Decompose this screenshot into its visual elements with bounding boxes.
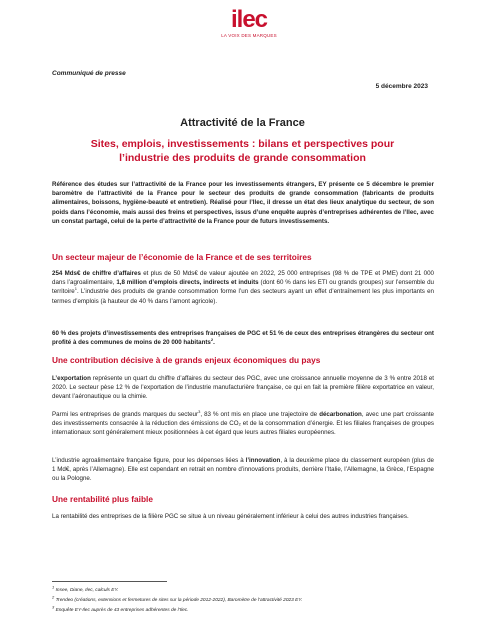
footnote-ref-1: 1 — [74, 286, 77, 292]
s2-p2-b: , 83 % ont mis en place une trajectoire de — [200, 411, 320, 418]
s1-p1-b: (dont 60 % dans les ETI ou grands groupes) sur l’ensemble du territoire — [52, 279, 434, 296]
footnote-separator — [52, 581, 167, 582]
s1-p2: 60 % des projets d’investissements des entreprises françaises de PGC et 51 % de ceux des entreprises étrangères du secteur ont profité à des communes de moins de 20 000 habitants — [52, 330, 434, 347]
footnote-3 — [52, 604, 189, 614]
s2-p1: représente un quart du chiffre d’affaires du secteur des PGC, avec une croissance annuelle moyenne de 3 % entre 2018 et 2020. Le secteur pèse 12 % de l’exportation de l’industrie manufacturière française, ce qui en fait la première filière exportatrice en valeur, devant l’aéronautique ou la chimie. — [52, 375, 434, 401]
s2-p2-c: , avec une part croissante des investissements consacrée à la réduction des émissions de CO₂ et de la consommation d’énergie. Et les filiales françaises de groupes internationaux sont généralement mieux positionnées à cet égard que leurs autres filiales européennes. — [52, 411, 434, 437]
footnote-ref-2: 2 — [210, 337, 214, 343]
footnote-2 — [52, 594, 303, 604]
section-3-paragraph-1: La rentabilité des entreprises de la filière PGC se situe à un niveau généralement inférieur à celui des autres industries françaises. — [52, 513, 409, 520]
section-1-paragraph-1 — [52, 269, 434, 306]
s1-p1-bold2: 1,8 million d’emplois directs, indirects et induits — [116, 279, 259, 287]
s1-p1-a: et plus de 50 Mds€ de valeur ajoutée en 2022, 25 000 entreprises (98 % de TPE et PME) dont 21 000 dans l’agroalimentaire, — [52, 270, 434, 287]
footnote-2-text: Trendeo (créations, extensions et fermetures de sites sur la période 2012-2022), Baromètre de l’attractivité 2023 EY. — [54, 598, 303, 603]
section-2-paragraph-1 — [52, 374, 434, 402]
ilec-logo — [219, 8, 279, 38]
document-kind: Communiqué de presse — [52, 70, 126, 77]
s2-p1-bold: L’exportation — [52, 375, 91, 382]
footnote-1 — [52, 584, 119, 594]
s2-p3-a: L’industrie agroalimentaire française figure, pour les dépenses liées à — [52, 457, 246, 464]
section-1-heading: Un secteur majeur de l’économie de la France et de ses territoires — [52, 252, 312, 262]
s2-p2-bold: décarbonation — [319, 411, 362, 418]
section-2-paragraph-3 — [52, 456, 434, 484]
footnote-3-num: 3 — [52, 604, 55, 610]
footnote-1-text: Insee, Diane, Ilec, calculs EY. — [54, 588, 119, 593]
s2-p3-bold: l’innovation — [245, 457, 281, 464]
s1-p2-end: . — [213, 339, 215, 347]
page-title: Attractivité de la France — [180, 117, 305, 129]
footnote-2-num: 2 — [52, 594, 55, 600]
logo-wordmark: ilec — [230, 6, 268, 33]
page-subtitle: Sites, emplois, investissements : bilans et perspectives pour l’industrie des produits de grande consommation — [90, 138, 395, 164]
section-1-paragraph-2 — [52, 329, 434, 347]
s1-p1-bold: 254 Mds€ de chiffre d’affaires — [52, 270, 141, 277]
intro-paragraph: Référence des études sur l’attractivité de la France pour les investissements étrangers, EY présente ce 5 décembre le premier baromètre de l’attractivité de la France pour le secteur des produits de grande consommation (fabricants de produits alimentaires, boissons, hygiène-beauté et entretien). Réalisé pour l’Ilec, il dresse un état des lieux analytique du secteur, de son poids dans l’économie, mais aussi des freins et perspectives, issus d’une enquête auprès d’entreprises adhérentes de l’Ilec, avec un constat partagé, celui de la perte d’attractivité de la France pour de futurs investissements. — [52, 181, 434, 225]
footnote-3-text: Enquête EY-Ilec auprès de 43 entreprises adhérentes de l’Ilec. — [54, 608, 189, 613]
footnote-1-num: 1 — [52, 584, 55, 590]
section-2-heading: Une contribution décisive à de grands enjeux économiques du pays — [52, 355, 321, 365]
section-2-paragraph-2 — [52, 410, 434, 438]
s2-p3-b: , à la deuxième place du classement européen (plus de 1 Md€, après l’Allemagne). Elle est cependant en retrait en nombre d’innovations produits, derrière l’Italie, l’Allemagne, la Grèce, l’Espagne ou la Pologne. — [52, 457, 434, 483]
s1-p1-c: . L’industrie des produits de grande consommation forme l’un des secteurs ayant un effet d’entraînement les plus importants en termes d’emplois (à hauteur de 40 % dans l’amont agricole). — [52, 288, 434, 305]
section-3-heading: Une rentabilité plus faible — [52, 494, 153, 504]
logo-tagline: LA VOIX DES MARQUES — [221, 33, 277, 38]
footnote-ref-3: 3 — [198, 408, 201, 414]
s2-p2-a: Parmi les entreprises de grands marques du secteur — [52, 411, 199, 418]
document-date: 5 décembre 2023 — [375, 83, 428, 90]
